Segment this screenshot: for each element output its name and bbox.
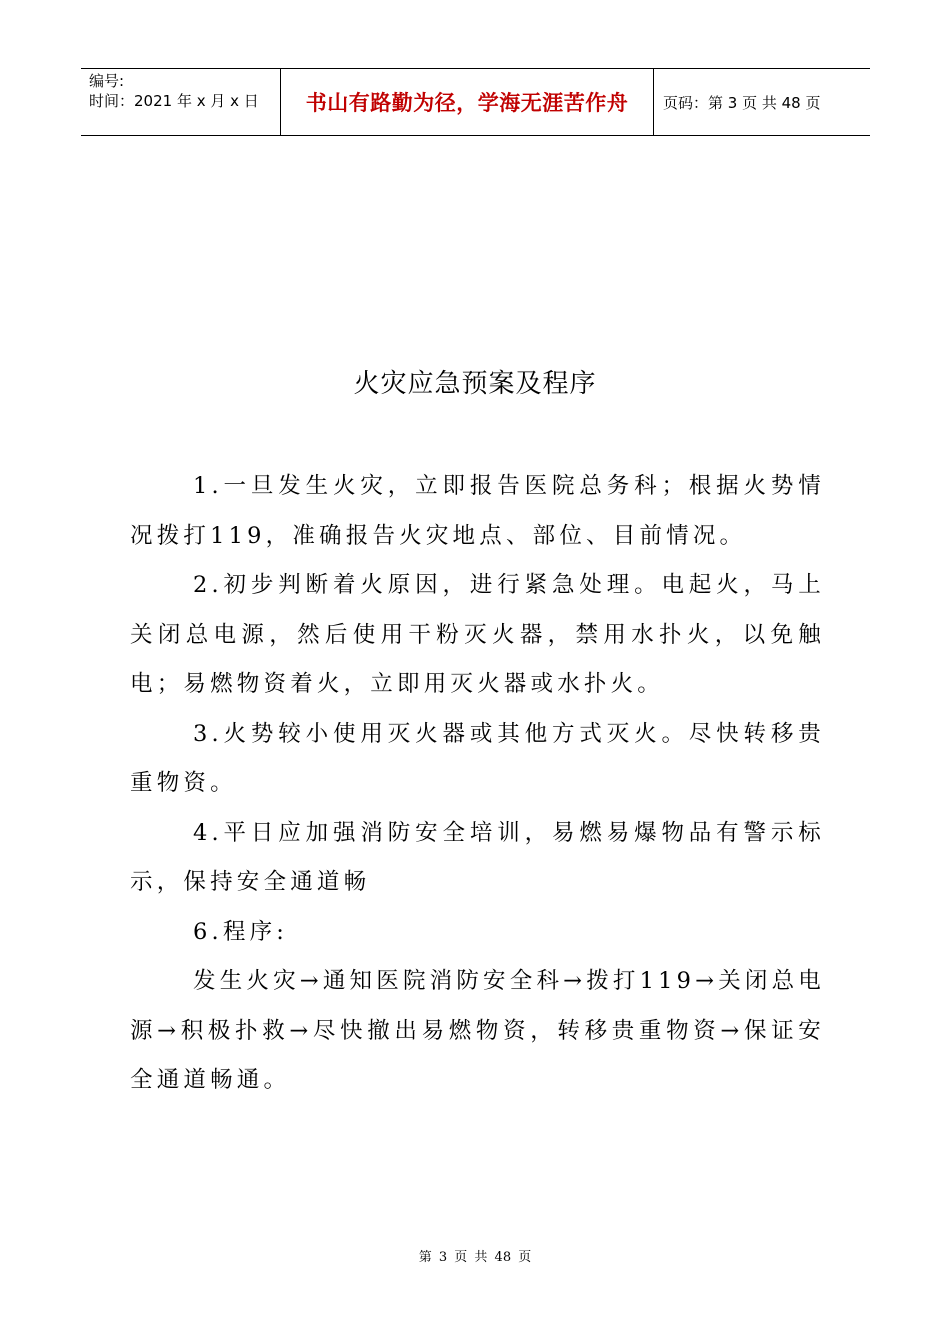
document-header bbox=[81, 68, 870, 136]
paragraph-1: 1.一旦发生火灾，立即报告医院总务科；根据火势情况拨打119，准确报告火灾地点、部位、目前情况。 bbox=[130, 473, 825, 549]
document-number-label: 编号: bbox=[89, 72, 125, 90]
paragraph-procedure-heading: 6.程序: bbox=[193, 918, 289, 945]
header-page-cell bbox=[654, 69, 870, 135]
header-motto-cell bbox=[281, 69, 654, 135]
page-footer: 第 3 页 共 48 页 bbox=[418, 1250, 532, 1265]
paragraph-2: 2.初步判断着火原因，进行紧急处理。电起火，马上关闭总电源，然后使用干粉灭火器，禁用水扑火，以免触电；易燃物资着火，立即用灭火器或水扑火。 bbox=[130, 572, 825, 697]
header-page-info: 页码：第 3 页 共 48 页 bbox=[663, 93, 821, 112]
document-time-label: 时间：2021 年 x 月 x 日 bbox=[89, 92, 259, 110]
document-body bbox=[130, 462, 825, 1106]
document-title: 火灾应急预案及程序 bbox=[353, 369, 597, 399]
paragraph-3: 3.火势较小使用灭火器或其他方式灭火。尽快转移贵重物资。 bbox=[130, 720, 825, 796]
header-motto: 书山有路勤为径，学海无涯苦作舟 bbox=[305, 91, 629, 115]
paragraph-4: 4.平日应加强消防安全培训，易燃易爆物品有警示标示，保持安全通道畅 bbox=[130, 819, 825, 895]
paragraph-procedure-flow: 发生火灾→通知医院消防安全科→拨打119→关闭总电源→积极扑救→尽快撤出易燃物资，转移贵重物资→保证安全通道畅通。 bbox=[130, 968, 826, 1093]
header-meta-cell bbox=[81, 69, 281, 135]
